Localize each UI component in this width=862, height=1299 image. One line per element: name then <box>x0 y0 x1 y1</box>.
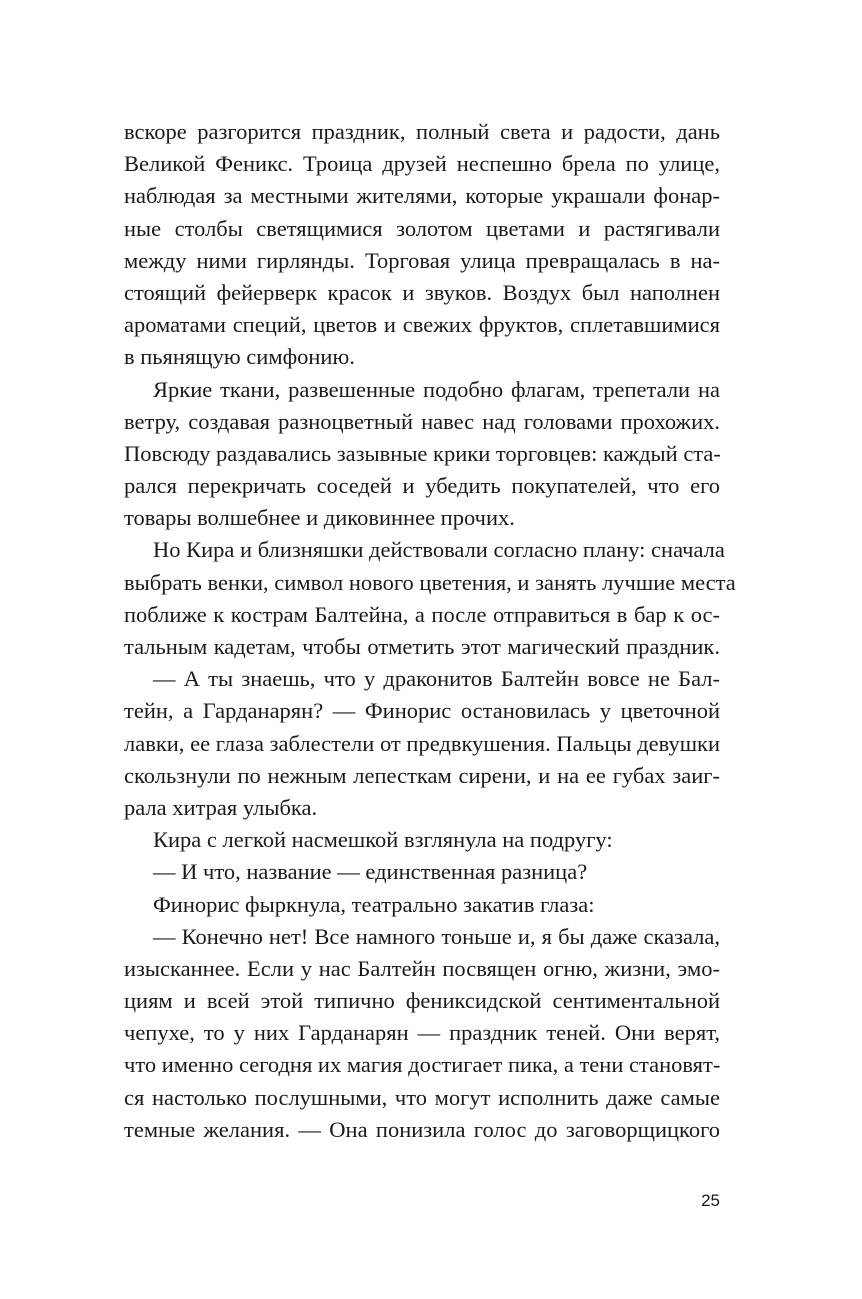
text-line: ся настолько послушными, что могут исполнить даже самые <box>124 1084 720 1110</box>
text-line: что именно сегодня их магия достигает пика, а тени становят- <box>124 1052 721 1078</box>
text-line: — Конечно нет! Все намного тоньше и, я бы даже сказала, <box>153 923 720 949</box>
text-line: Повсюду раздавались зазывные крики торговцев: каждый ста- <box>124 440 721 466</box>
text-line: Великой Феникс. Троица друзей неспешно брела по улице, <box>124 151 720 177</box>
text-line: Кира с легкой насмешкой взглянула на подругу: <box>153 827 613 853</box>
text-line: ароматами специй, цветов и свежих фруктов, сплетавшимися <box>124 312 720 338</box>
text-line: вскоре разгорится праздник, полный света и радости, дань <box>124 119 720 144</box>
page-number: 25 <box>701 1191 720 1210</box>
text-line: — А ты знаешь, что у драконитов Балтейн вовсе не Бал- <box>153 666 720 692</box>
text-line: изысканнее. Если у нас Балтейн посвящен огню, жизни, эмо- <box>124 955 720 981</box>
text-line: тальным кадетам, чтобы отметить этот магический праздник. <box>124 634 720 659</box>
text-line: между ними гирлянды. Торговая улица превращалась в на- <box>124 247 720 273</box>
text-line: циям и всей этой типично фениксидской сентиментальной <box>124 988 720 1014</box>
text-line: ные столбы светящимися золотом цветами и растягивали <box>124 215 720 241</box>
text-line: поближе к кострам Балтейна, а после отправиться в бар к ос- <box>124 601 720 627</box>
text-line: Но Кира и близняшки действовали согласно плану: сначала <box>153 537 725 563</box>
page-body-text <box>124 116 736 1146</box>
text-line: чепухе, то у них Гарданарян — праздник теней. Они верят, <box>124 1020 720 1046</box>
text-line: выбрать венки, символ нового цветения, и занять лучшие места <box>124 569 736 595</box>
text-line: товары волшебнее и диковиннее прочих. <box>124 505 515 531</box>
text-line: скользнули по нежным лепесткам сирени, и на ее губах заиг- <box>124 762 720 788</box>
text-line: рался перекричать соседей и убедить покупателей, что его <box>124 473 720 499</box>
text-line: Финорис фыркнула, театрально закатив глаза: <box>153 891 595 917</box>
text-line: темные желания. — Она понизила голос до заговорщицкого <box>124 1116 720 1142</box>
text-line: ветру, создавая разноцветный навес над головами прохожих. <box>124 408 720 434</box>
text-line: Яркие ткани, развешенные подобно флагам, трепетали на <box>153 376 720 402</box>
text-line: в пьянящую симфонию. <box>124 344 355 370</box>
text-line: рала хитрая улыбка. <box>124 794 318 820</box>
text-line: лавки, ее глаза заблестели от предвкушения. Пальцы девушки <box>124 730 720 756</box>
text-line: наблюдая за местными жителями, которые украшали фонар- <box>124 183 720 209</box>
text-line: тейн, а Гарданарян? — Финорис остановилась у цветочной <box>124 698 720 724</box>
text-line: стоящий фейерверк красок и звуков. Воздух был наполнен <box>124 279 720 305</box>
text-line: — И что, название — единственная разница? <box>153 859 588 885</box>
